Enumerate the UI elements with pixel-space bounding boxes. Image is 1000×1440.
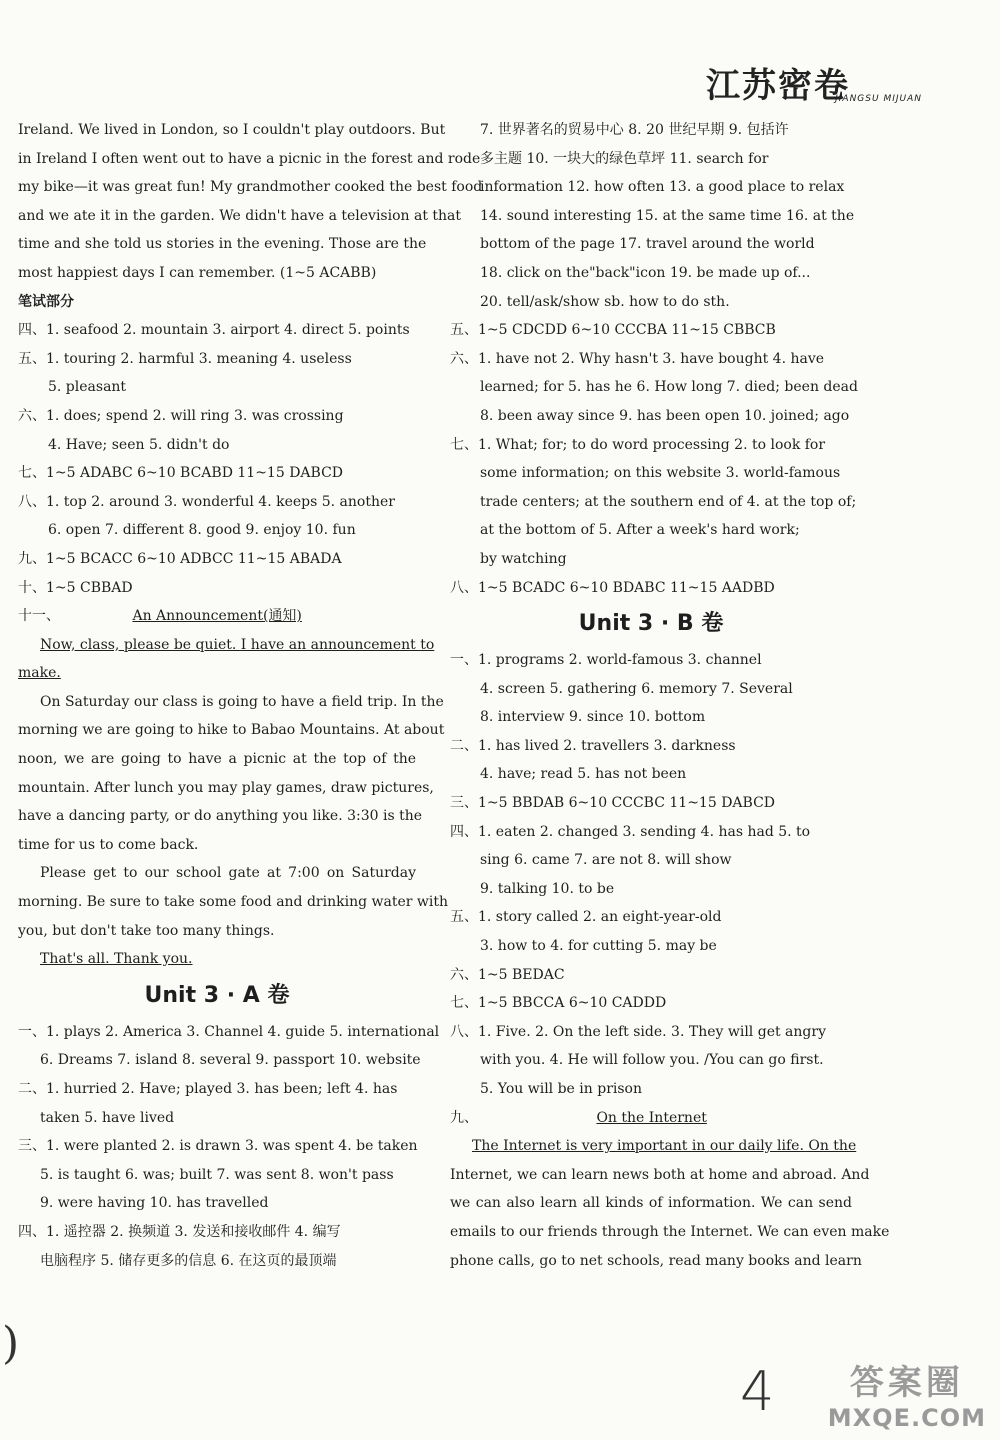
- logo-text: 江苏密卷: [706, 66, 850, 106]
- answer-line: 3. how to 4. for cutting 5. may be: [480, 938, 717, 955]
- essay-heading: [450, 1104, 852, 1133]
- answer-line: 多主题 10. 一块大的绿色草坪 11. search for: [480, 150, 769, 167]
- answer-line: 七、1~5 BBCCA 6~10 CADDD: [450, 995, 667, 1012]
- answer-line: trade centers; at the southern end of 4. at the top of;: [480, 493, 857, 510]
- answer-line: sing 6. came 7. are not 8. will show: [480, 852, 732, 869]
- answer-line: 电脑程序 5. 储存更多的信息 6. 在这页的最顶端: [40, 1252, 337, 1269]
- answer-line: 四、1. 遥控器 2. 换频道 3. 发送和接收邮件 4. 编写: [18, 1223, 341, 1240]
- essay-line: morning. Be sure to take some food and drinking water with: [18, 894, 448, 911]
- answer-line: bottom of the page 17. travel around the world: [480, 236, 815, 253]
- answer-line: 八、1. top 2. around 3. wonderful 4. keeps 5. another: [18, 493, 395, 510]
- unit-title: Unit 3 · B 卷: [578, 611, 724, 637]
- essay-line: time for us to come back.: [18, 836, 199, 853]
- essay-line: Now, class, please be quiet. I have an announcement to: [40, 636, 435, 653]
- essay-label: 十一、: [18, 608, 60, 625]
- essay-line: noon, we are going to have a picnic at the top of the: [18, 751, 416, 768]
- essay-line: phone calls, go to net schools, read many books and learn: [450, 1252, 862, 1269]
- answer-line: 一、1. plays 2. America 3. Channel 4. guide 5. international: [18, 1023, 440, 1040]
- essay-line: you, but don't take too many things.: [18, 922, 275, 939]
- essay-line: morning we are going to hike to Babao Mountains. At about: [18, 722, 445, 739]
- section-heading: 笔试部分: [18, 293, 74, 310]
- essay-line: The Internet is very important in our daily life. On the: [472, 1138, 857, 1155]
- answer-line: 二、1. hurried 2. Have; played 3. has been; left 4. has: [18, 1081, 398, 1097]
- essay-line: mountain. After lunch you may play games, draw pictures,: [18, 779, 434, 796]
- answer-line: 5. You will be in prison: [480, 1081, 642, 1097]
- essay-line: Please get to our school gate at 7:00 on Saturday: [40, 865, 416, 882]
- answer-line: 9. talking 10. to be: [480, 880, 615, 897]
- left-column: [18, 116, 483, 1275]
- answer-line: 八、1. Five. 2. On the left side. 3. They will get angry: [450, 1023, 826, 1040]
- answer-line: 六、1. have not 2. Why hasn't 3. have bought 4. have: [450, 350, 825, 367]
- essay-title: On the Internet: [596, 1109, 707, 1126]
- passage-line: time and she told us stories in the evening. Those are the: [18, 236, 427, 253]
- header-logo: [706, 58, 922, 106]
- answer-line: information 12. how often 13. a good place to relax: [480, 179, 845, 196]
- logo-subtitle: JIANGSU MIJUAN: [835, 94, 922, 104]
- essay-heading: [18, 602, 416, 631]
- passage-line: and we ate it in the garden. We didn't have a television at that: [18, 207, 462, 224]
- answer-line: 二、1. has lived 2. travellers 3. darkness: [450, 737, 736, 754]
- answer-line: 一、1. programs 2. world-famous 3. channel: [450, 652, 762, 669]
- answer-line: 八、1~5 BCADC 6~10 BDABC 11~15 AADBD: [450, 579, 775, 596]
- answer-line: 5. pleasant: [48, 379, 127, 396]
- watermark-text: 答案圈: [849, 1363, 964, 1403]
- essay-line: Internet, we can learn news both at home and abroad. And: [450, 1166, 870, 1183]
- answer-line: 9. were having 10. has travelled: [40, 1195, 269, 1212]
- answer-line: 6. Dreams 7. island 8. several 9. passport 10. website: [40, 1052, 421, 1069]
- answer-line: 四、1. seafood 2. mountain 3. airport 4. direct 5. points: [18, 322, 410, 339]
- answer-line: 7. 世界著名的贸易中心 8. 20 世纪早期 9. 包括许: [480, 122, 789, 138]
- answer-line: 十、1~5 CBBAD: [18, 579, 133, 596]
- answer-line: 五、1~5 CDCDD 6~10 CCCBA 11~15 CBBCB: [450, 322, 776, 339]
- essay-line: That's all. Thank you.: [40, 951, 193, 968]
- essay-label: 九、: [450, 1109, 478, 1126]
- watermark-url: MXQE.COM: [827, 1404, 986, 1432]
- answer-line: 4. Have; seen 5. didn't do: [48, 436, 230, 453]
- answer-line: 5. is taught 6. was; built 7. was sent 8. won't pass: [40, 1166, 394, 1183]
- answer-line: 六、1~5 BEDAC: [450, 966, 565, 983]
- answer-line: 6. open 7. different 8. good 9. enjoy 10. fun: [48, 522, 356, 539]
- page-number: 4: [740, 1360, 775, 1423]
- answer-line: taken 5. have lived: [40, 1109, 175, 1126]
- right-column: [450, 116, 890, 1275]
- essay-line: On Saturday our class is going to have a field trip. In the: [40, 693, 444, 710]
- answer-line: 五、1. story called 2. an eight-year-old: [450, 909, 722, 926]
- answer-line: 4. have; read 5. has not been: [480, 766, 687, 783]
- answer-line: 18. click on the"back"icon 19. be made up of...: [480, 264, 811, 281]
- answer-line: 四、1. eaten 2. changed 3. sending 4. has had 5. to: [450, 823, 811, 840]
- essay-title: An Announcement(通知): [132, 608, 302, 625]
- answer-line: 4. screen 5. gathering 6. memory 7. Several: [480, 680, 793, 697]
- answer-line: 六、1. does; spend 2. will ring 3. was crossing: [18, 407, 344, 424]
- answer-line: by watching: [480, 550, 567, 567]
- answer-line: 五、1. touring 2. harmful 3. meaning 4. useless: [18, 350, 352, 367]
- answer-line: with you. 4. He will follow you. /You can go first.: [480, 1052, 824, 1069]
- answer-line: some information; on this website 3. world-famous: [480, 465, 841, 482]
- answer-line: 七、1. What; for; to do word processing 2. to look for: [450, 436, 826, 453]
- watermark: [828, 1355, 986, 1432]
- essay-line: make.: [18, 665, 61, 682]
- unit-title: Unit 3 · A 卷: [144, 982, 290, 1008]
- answer-line: 20. tell/ask/show sb. how to do sth.: [480, 293, 730, 310]
- answer-line: 七、1~5 ADABC 6~10 BCABD 11~15 DABCD: [18, 465, 344, 482]
- passage-line: Ireland. We lived in London, so I couldn't play outdoors. But: [18, 122, 446, 138]
- answer-line: learned; for 5. has he 6. How long 7. died; been dead: [480, 379, 858, 396]
- essay-line: emails to our friends through the Internet. We can even make: [450, 1223, 890, 1240]
- answer-line: 8. interview 9. since 10. bottom: [480, 709, 706, 726]
- margin-mark: ): [2, 1318, 20, 1369]
- answer-line: 8. been away since 9. has been open 10. joined; ago: [480, 407, 850, 424]
- passage-line: my bike—it was great fun! My grandmother cooked the best food: [18, 179, 483, 196]
- answer-line: 三、1~5 BBDAB 6~10 CCCBC 11~15 DABCD: [450, 795, 776, 812]
- essay-line: have a dancing party, or do anything you like. 3:30 is the: [18, 808, 423, 825]
- answer-line: 14. sound interesting 15. at the same time 16. at the: [480, 207, 855, 224]
- passage-line: most happiest days I can remember. (1~5 ACABB): [18, 264, 377, 281]
- passage-line: in Ireland I often went out to have a picnic in the forest and rode: [18, 150, 481, 167]
- answer-line: at the bottom of 5. After a week's hard work;: [480, 522, 800, 539]
- answer-line: 九、1~5 BCACC 6~10 ADBCC 11~15 ABADA: [18, 550, 342, 567]
- answer-line: 三、1. were planted 2. is drawn 3. was spent 4. be taken: [18, 1138, 418, 1155]
- essay-line: we can also learn all kinds of information. We can send: [450, 1195, 852, 1212]
